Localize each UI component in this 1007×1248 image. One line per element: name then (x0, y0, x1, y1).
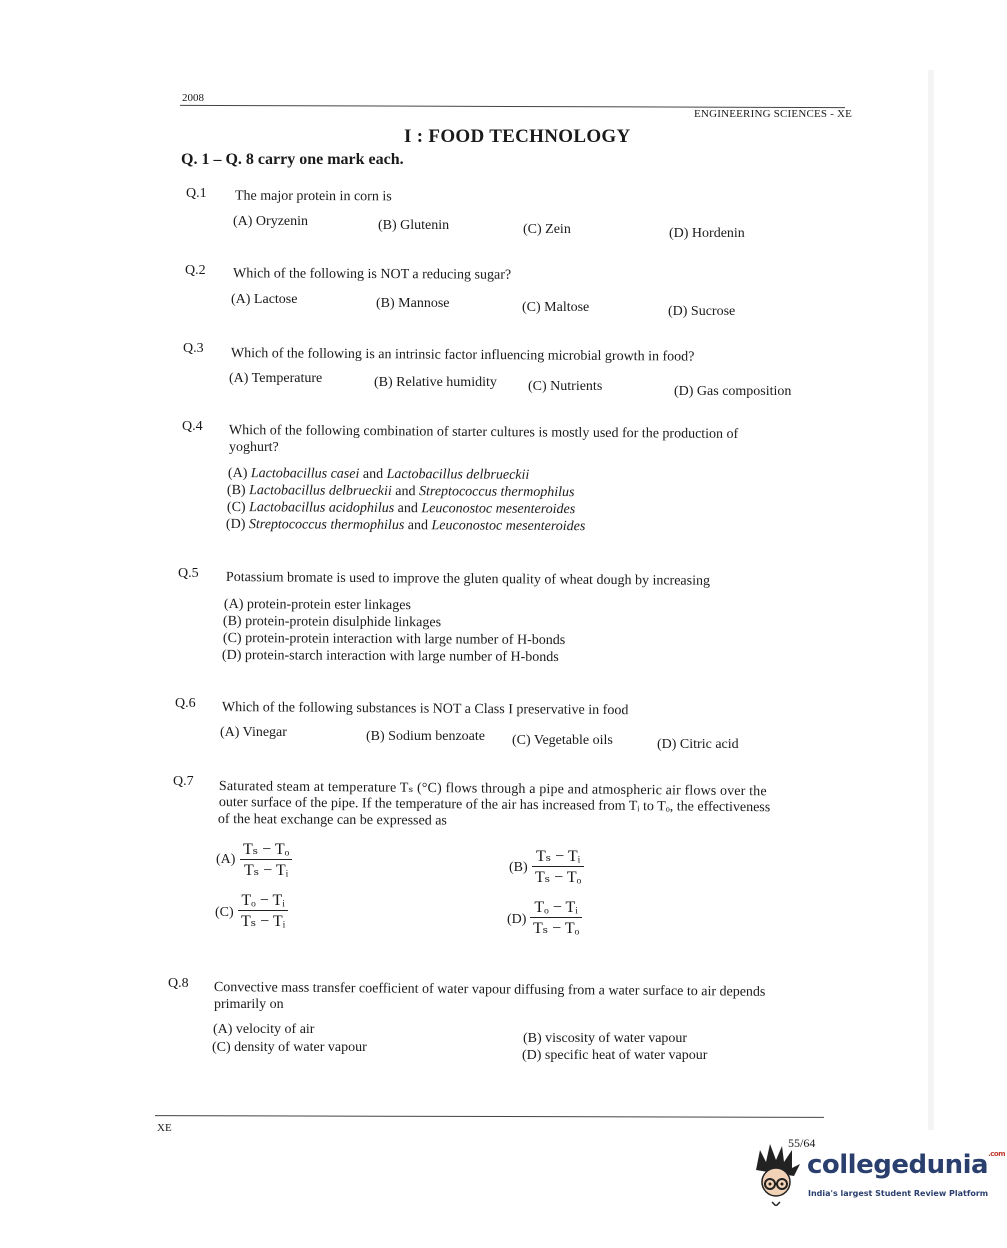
option-a: (A) Oryzenin (233, 214, 309, 229)
paper-year: 2008 (182, 92, 204, 104)
question-stem: Which of the following is NOT a reducing sugar? (232, 266, 512, 283)
option-d: (D) Gas composition (674, 384, 792, 399)
option-b-label: (B) (509, 860, 528, 875)
option-a: (A) protein-protein ester linkages (223, 597, 411, 614)
option-a: (A) Lactobacillus casei and Lactobacillus delbrueckii (227, 466, 530, 483)
fraction-numerator: Tₛ − Tᵢ (532, 846, 584, 867)
option-c: (C) Nutrients (528, 379, 603, 394)
question-stem-line: Which of the following combination of starter cultures is mostly used for the production of (228, 422, 739, 442)
fraction-denominator: Tₛ − Tᵢ (243, 862, 289, 879)
option-d: (D) Sucrose (668, 304, 736, 319)
section-title: I : FOOD TECHNOLOGY (404, 126, 631, 147)
option-d: (D) Citric acid (657, 737, 739, 752)
option-a: (A) Temperature (229, 371, 323, 386)
question-number: Q.2 (185, 263, 206, 278)
question-stem: The major protein in corn is (234, 188, 392, 205)
option-a: (A) Lactose (231, 292, 298, 307)
footer-code: XE (157, 1122, 172, 1134)
option-d-fraction (530, 899, 582, 938)
option-c: (C) Maltose (522, 300, 590, 315)
page-number: 55/64 (788, 1136, 816, 1150)
option-b: (B) Relative humidity (374, 375, 497, 390)
brand-name: collegedunia$^{.com}$ (807, 1150, 1005, 1180)
question-stem: Which of the following substances is NOT a Class I preservative in food (221, 699, 629, 719)
option-d: (D) Hordenin (669, 226, 745, 241)
option-c: (C) Vegetable oils (512, 733, 613, 748)
question-number: Q.4 (182, 419, 203, 434)
mascot-icon (750, 1140, 806, 1206)
question-stem-line: outer surface of the pipe. If the temperature of the air has increased from Tᵢ to Tₒ, the effectiveness (218, 794, 771, 816)
option-a-fraction (240, 839, 292, 880)
option-c: (C) Lactobacillus acidophilus and Leuconostoc mesenteroides (226, 500, 576, 518)
collegedunia-logo (750, 1140, 1005, 1212)
question-stem-line: of the heat exchange can be expressed as (217, 812, 447, 829)
option-a: (A) velocity of air (213, 1022, 315, 1037)
option-b-fraction (532, 846, 584, 887)
option-c: (C) density of water vapour (212, 1040, 367, 1055)
option-b: (B) protein-protein disulphide linkages (222, 614, 442, 631)
fraction-numerator: Tₛ − Tₒ (240, 839, 292, 860)
question-stem-line: Convective mass transfer coefficient of water vapour diffusing from a water surface to air depends (213, 979, 766, 1000)
option-b: (B) Glutenin (378, 218, 450, 233)
marks-note: Q. 1 – Q. 8 carry one mark each. (181, 151, 404, 168)
scan-edge (928, 70, 934, 1130)
option-c-fraction (238, 892, 288, 931)
question-number: Q.6 (175, 696, 196, 711)
question-number: Q.7 (173, 774, 194, 789)
option-d: (D) protein-starch interaction with large number of H-bonds (221, 648, 559, 666)
option-a: (A) Vinegar (220, 725, 287, 740)
question-number: Q.5 (178, 566, 199, 581)
question-stem: Which of the following is an intrinsic factor influencing microbial growth in food? (230, 345, 695, 365)
option-b: (B) viscosity of water vapour (523, 1031, 688, 1046)
option-b: (B) Mannose (376, 296, 450, 311)
option-c-label: (C) (215, 905, 234, 920)
option-b: (B) Sodium benzoate (366, 729, 485, 744)
option-d: (D) specific heat of water vapour (522, 1048, 708, 1063)
fraction-numerator: Tₒ − Tᵢ (530, 899, 582, 918)
option-c: (C) Zein (523, 222, 571, 237)
option-d-label: (D) (507, 912, 527, 927)
question-number: Q.3 (183, 341, 204, 356)
question-stem-line: primarily on (214, 997, 284, 1012)
brand-tagline: India's largest Student Review Platform (808, 1189, 989, 1198)
fraction-denominator: Tₛ − Tₒ (535, 869, 582, 886)
question-stem-line: Saturated steam at temperature Tₛ (°C) flows through a pipe and atmospheric air flows over the (218, 778, 767, 800)
question-number: Q.1 (186, 186, 207, 201)
fraction-denominator: Tₛ − Tₒ (533, 920, 580, 937)
fraction-numerator: Tₒ − Tᵢ (238, 892, 288, 911)
footer-rule (155, 1115, 824, 1118)
option-a-label: (A) (216, 852, 236, 867)
question-stem-line: yoghurt? (229, 440, 279, 455)
option-b: (B) Lactobacillus delbrueckii and Streptococcus thermophilus (226, 483, 575, 501)
paper-subject: ENGINEERING SCIENCES - XE (694, 108, 853, 120)
question-number: Q.8 (168, 976, 189, 991)
fraction-denominator: Tₛ − Tᵢ (241, 913, 286, 930)
option-d: (D) Streptococcus thermophilus and Leuconostoc mesenteroides (225, 517, 586, 535)
option-c: (C) protein-protein interaction with large number of H-bonds (222, 631, 566, 649)
question-stem: Potassium bromate is used to improve the gluten quality of wheat dough by increasing (225, 569, 711, 589)
